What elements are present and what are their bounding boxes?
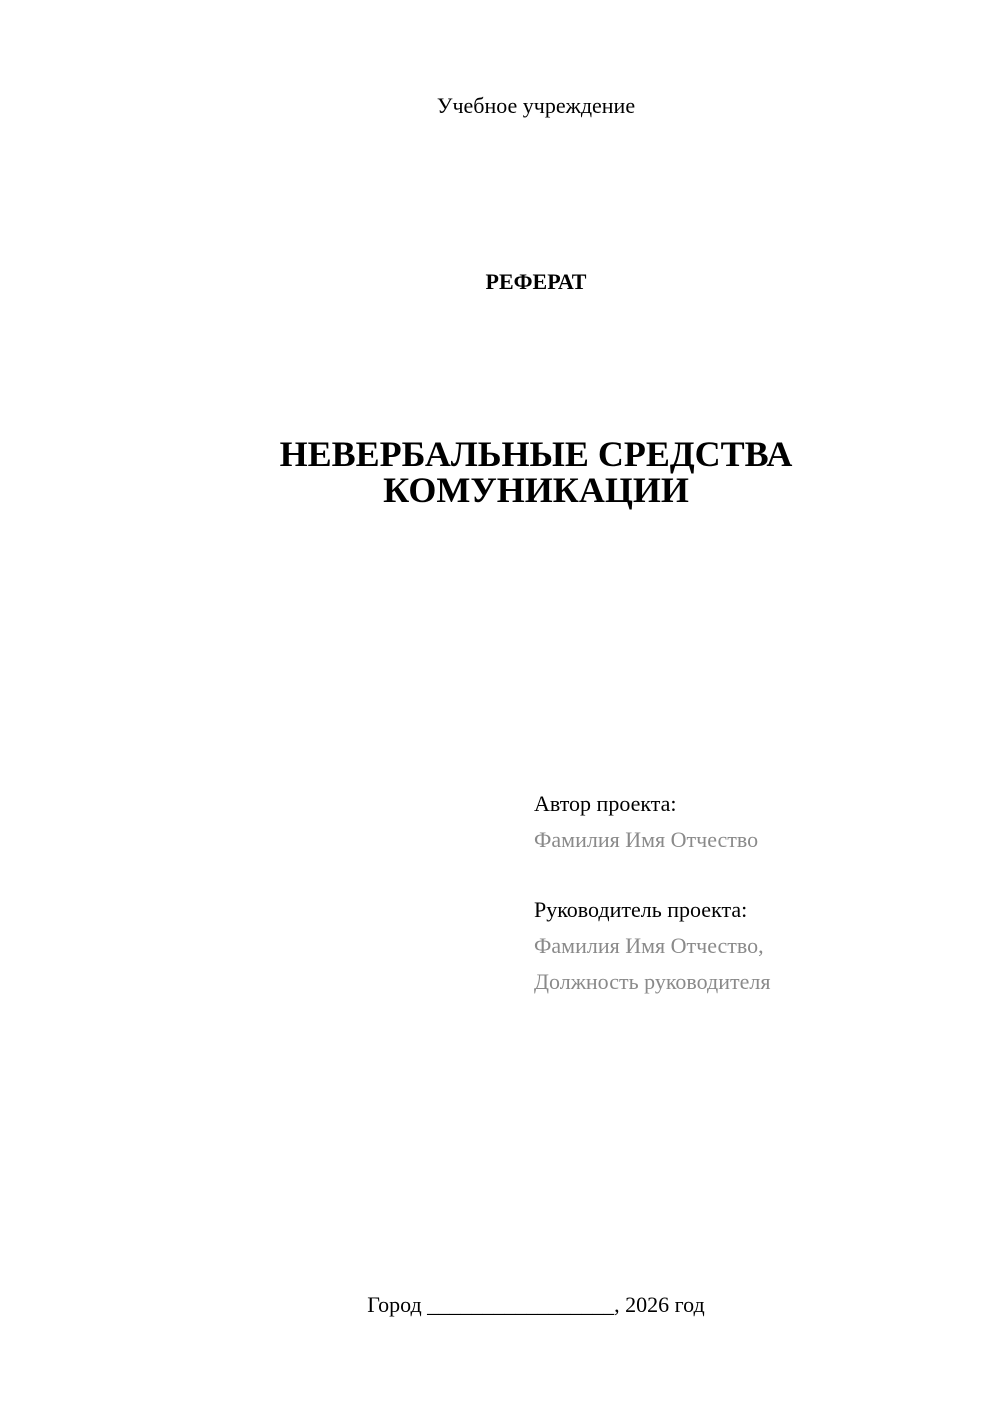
author-label: Автор проекта: xyxy=(534,791,677,816)
author-name: Фамилия Имя Отчество xyxy=(534,827,759,852)
institution-name: Учебное учреждение xyxy=(436,93,636,118)
document-title xyxy=(0,436,1000,508)
supervisor-position: Должность руководителя xyxy=(534,969,771,994)
credits-block xyxy=(534,786,974,1000)
document-type: РЕФЕРАТ xyxy=(485,269,587,294)
city-year-line: Город _________________, 2026 год xyxy=(367,1292,705,1317)
supervisor-label: Руководитель проекта: xyxy=(534,897,748,922)
document-title-line-2: КОМУНИКАЦИИ xyxy=(383,470,689,510)
credits-spacer xyxy=(534,858,974,892)
document-title-line-1: НЕВЕРБАЛЬНЫЕ СРЕДСТВА xyxy=(279,434,793,474)
supervisor-name: Фамилия Имя Отчество, xyxy=(534,933,764,958)
